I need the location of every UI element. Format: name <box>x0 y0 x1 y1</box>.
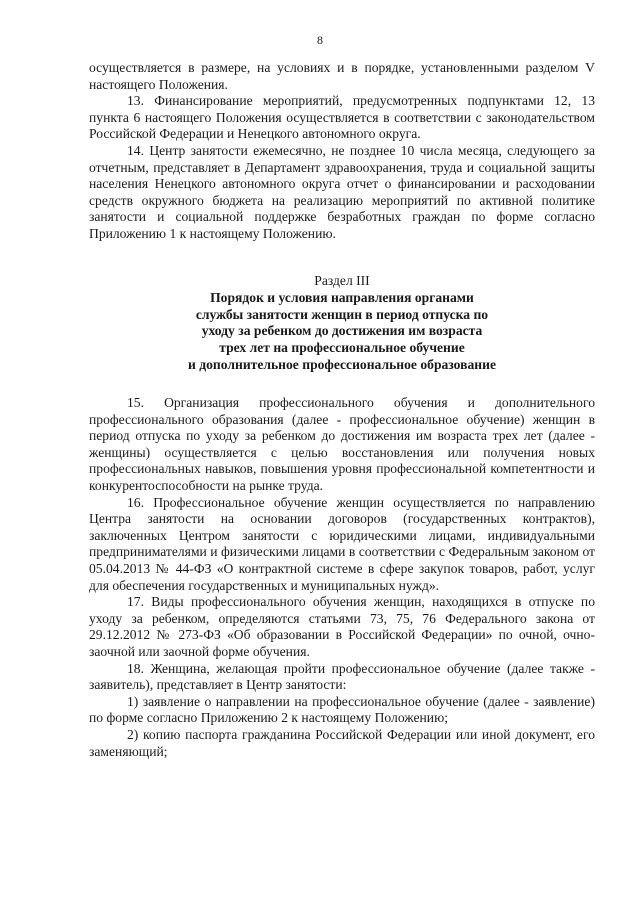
paragraph-12-end: осуществляется в размере, на условиях и в порядке, установленными разделом V настоящего Положения. <box>89 60 595 92</box>
section-title-line: и дополнительное профессиональное образование <box>188 356 496 372</box>
paragraph-15: 15. Организация профессионального обучения и дополнительного профессионального образования (далее - профессиональное обучение) женщин в период отпуска по уходу за ребенком до достижения им возраста трех лет (далее - женщины) осуществляется с целью восстановления или получения новых профессиональных навыков, повышения уровня профессиональной компетентности и конкурентоспособности на рынке труда. <box>89 395 595 494</box>
section-title-line: службы занятости женщин в период отпуска по <box>195 306 489 322</box>
paragraph-13: 13. Финансирование мероприятий, предусмотренных подпунктами 12, 13 пункта 6 настоящего Положения осуществляется в соответствии с законодательством Российской Федерации и Ненецкого автономного округа. <box>89 93 595 142</box>
paragraph-16: 16. Профессиональное обучение женщин осуществляется по направлению Центра занятости на основании договоров (государственных контрактов), заключенных Центром занятости с юридическими лицами, индивидуальными предпринимателями и физическими лицами в соответствии с Федеральным законом от 05.04.2013 № 44-ФЗ «О контрактной системе в сфере закупок товаров, работ, услуг для обеспечения государственных и муниципальных нужд». <box>89 494 595 593</box>
paragraph-18-item-2: 2) копию паспорта гражданина Российской Федерации или иной документ, его заменяющий; <box>89 726 595 759</box>
section-title-line: уходу за ребенком до достижения им возраста <box>201 323 483 339</box>
section-label: Раздел III <box>314 272 370 288</box>
section-title-line: Порядок и условия направления органами <box>210 290 474 306</box>
paragraph-18-item-1: 1) заявление о направлении на профессиональное обучение (далее - заявление) по форме согласно Приложению 2 к настоящему Положению; <box>89 693 595 726</box>
paragraph-18: 18. Женщина, желающая пройти профессиональное обучение (далее также - заявитель), представляет в Центр занятости: <box>89 660 595 693</box>
section-title <box>89 290 595 373</box>
page-number: 8 <box>317 33 323 47</box>
document-body <box>89 60 595 760</box>
paragraph-14: 14. Центр занятости ежемесячно, не позднее 10 числа месяца, следующего за отчетным, представляет в Департамент здравоохранения, труда и социальной защиты населения Ненецкого автономного округа отчет о финансировании и расходовании средств окружного бюджета на реализацию мероприятий по активной политике занятости и социальной поддержке безработных граждан по форме согласно Приложению 1 к настоящему Положению. <box>89 142 595 241</box>
paragraph-17: 17. Виды профессионального обучения женщин, находящихся в отпуске по уходу за ребенком, определяются статьями 73, 75, 76 Федерального закона от 29.12.2012 № 273-ФЗ «Об образовании в Российской Федерации» по очной, очно-заочной или заочной форме обучения. <box>89 594 595 659</box>
section-title-line: трех лет на профессиональное обучение <box>219 339 465 355</box>
